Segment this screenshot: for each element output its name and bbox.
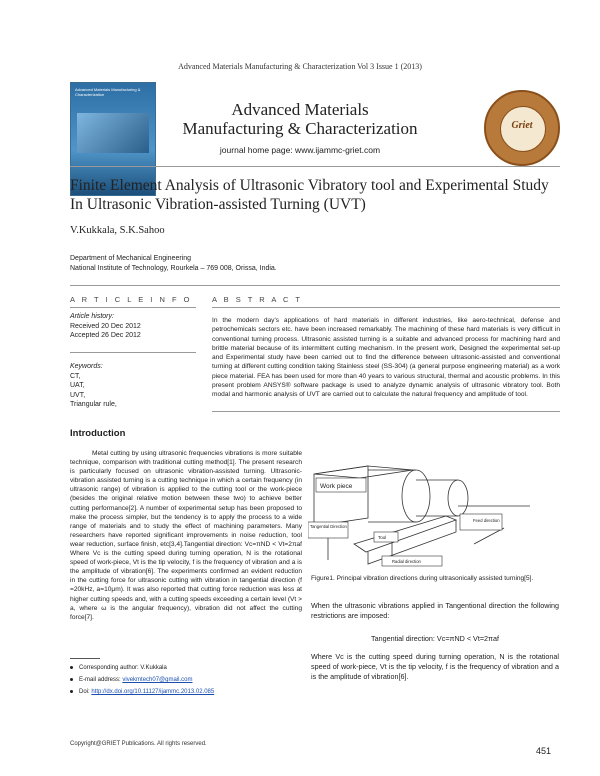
keywords-rule [70, 352, 196, 353]
label-feed: Feed direction [473, 518, 500, 523]
keyword: Triangular rule, [70, 401, 117, 408]
bullet-icon [70, 690, 73, 693]
header-divider [70, 166, 560, 167]
footnote-rule [70, 658, 100, 659]
introduction-body [70, 449, 302, 622]
bullet-icon [70, 666, 73, 669]
label-tool: Tool [378, 535, 387, 540]
footnote-email [70, 677, 192, 683]
corresponding-author: Corresponding author: V.Kukkala [79, 665, 167, 671]
keyword: UVT, [70, 391, 86, 399]
seal-text: Griet [511, 120, 533, 131]
tangential-equation: Tangential direction: Vc=πND < Vt=2πaf [371, 634, 499, 643]
journal-title-line1: Advanced Materials [231, 100, 369, 119]
abstract-text: In the modern day's applications of hard materials in different industries, like aero-technical, defense and petrochemicals sectors etc. have been increased remarkably. The machining of these hard materials is very difficult in conventional turning process. Ultrasonic assisted turning is a suitable and advanced process for machining hard and brittle material because of its intermittent cutting mechanism. In the present work, Designed the experimental set-up and Experimental study have been carried out to find the difference between ultrasonic-assisted and conventional turning at different cutting condition taking Stainless steel (SS-304) (a general purpose engineering material) as a work piece material. FEA has been used for more than 40 years to various structural, thermal and acoustic problems. In this present problem ANSYS® software package is used to analyze dynamic analysis of ultrasonic vibratory tool. Both modal and harmonic analysis of UVT are carried out to calculate the natural frequency and amplitude of tool. [212, 317, 560, 399]
doi-link[interactable]: http://dx.doi.org/10.11127/ijammc.2013.02.085 [91, 689, 215, 695]
email-link[interactable]: vivekmtech07@gmail.com [122, 677, 193, 683]
affiliation-department: Department of Mechanical Engineering [70, 255, 192, 262]
history-label: Article history: [70, 313, 114, 320]
affiliation-institute: National Institute of Technology, Rourkela – 769 008, Orissa, India. [70, 265, 277, 272]
paper-title-line1: Finite Element Analysis of Ultrasonic Vibratory tool and Experimental Study [70, 177, 549, 194]
keywords-label: Keywords: [70, 363, 103, 370]
footnote-corresponding [70, 665, 167, 671]
introduction-paragraph: Metal cutting by using ultrasonic frequencies vibrations is more suitable technique, comparison with traditional cutting method[1]. The present research is particularly focused on ultrasonic vibration-assisted turning. Ultrasonic-vibration assisted turning is a cutting technique in which a certain frequency (in ultrasonic range) of vibration is applied to the cutting tool or the work-piece (besides the original relative motion between these two) to achieve better cutting performance[2]. A number of experimental setup has been proposed to make the process simpler, but the tendency is to apply the process to a wide range of materials and to study the effect of machining parameters. Many researchers have reported significant improvements in noise reduction, tool wear reduction, surface finish, etc[3,4].Tangential direction: Vc=πND < Vt=2πaf Where Vc is the cutting speed during turning operation, N is the rotational speed of work-piece, Vt is the tip velocity, f is the frequency of vibration and a is the amplitude of vibration[6]. The experiments confirmed an evident reduction in the cutting force for ultrasonic cutting with vibration in tangential direction (f =20kHz, a=10μm). It was also reported that cutting force reduction was less at higher cutting speeds and, with a cutting speeds exceeding a certain level (Vt > a, where ω is the angular frequency), vibration did not affect the cutting force[7]. [70, 450, 302, 621]
journal-title-line2: Manufacturing & Characterization [182, 119, 418, 138]
right-paragraph-1: When the ultrasonic vibrations applied in Tangentional direction the following restrictions are imposed: [311, 601, 559, 620]
info-divider [70, 285, 560, 286]
copyright: Copyright@GRIET Publications. All rights reserved. [70, 741, 207, 747]
abstract-bottom-rule [212, 411, 560, 412]
footnote-doi [70, 689, 214, 695]
label-radial: Radial direction [392, 559, 421, 564]
keyword: CT, [70, 372, 81, 380]
right-paragraph-2: Where Vc is the cutting speed during turning operation, N is the rotational speed of work-piece, Vt is the tip velocity, f is the frequency of vibration and a is the amplitude of vibration[6]. [311, 652, 559, 681]
doi-label: Doi: [79, 689, 92, 695]
received-date: Received 20 Dec 2012 [70, 322, 141, 330]
abstract-rule [212, 307, 560, 308]
article-info-heading: A R T I C L E I N F O [70, 295, 192, 304]
cover-title: Advanced Materials Manufacturing & Characterization [75, 87, 141, 97]
accepted-date: Accepted 26 Dec 2012 [70, 332, 141, 339]
abstract-heading: A B S T R A C T [212, 295, 303, 304]
bullet-icon [70, 678, 73, 681]
tool-shape [354, 516, 456, 552]
figure-vibration-directions [308, 456, 558, 572]
figure-caption: Figure1. Principal vibration directions during ultrasonically assisted turning[5]. [311, 575, 534, 582]
label-workpiece: Work piece [320, 483, 353, 490]
paper-title-line2: In Ultrasonic Vibration-assisted Turning (UVT) [70, 196, 366, 213]
affiliation [70, 254, 277, 274]
paper-title [70, 176, 570, 214]
keyword: UAT, [70, 382, 85, 389]
label-tangential: Tangential Direction [310, 524, 347, 529]
keywords-block [70, 362, 117, 410]
article-info-rule [70, 307, 196, 308]
journal-homepage: journal home page: www.ijammc-griet.com [219, 145, 381, 155]
journal-reference: Advanced Materials Manufacturing & Characterization Vol 3 Issue 1 (2013) [178, 62, 422, 71]
institute-seal-logo [484, 90, 560, 166]
introduction-heading: Introduction [70, 428, 126, 439]
page-number: 451 [536, 746, 552, 756]
authors: V.Kukkala, S.K.Sahoo [70, 225, 165, 236]
email-label: E-mail address: [79, 677, 123, 683]
article-history [70, 312, 141, 341]
